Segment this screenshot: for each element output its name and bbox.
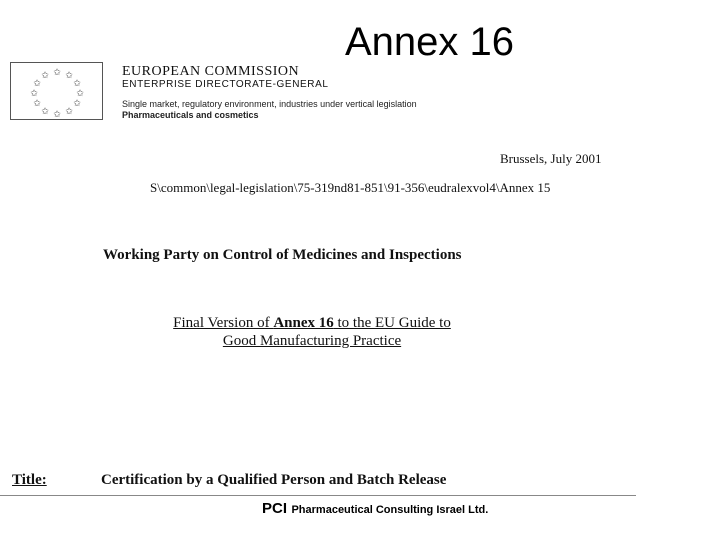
footer: [262, 500, 488, 518]
footer-brand: PCI: [262, 500, 288, 517]
footer-divider: [0, 495, 636, 496]
svg-text:✩: ✩: [53, 68, 61, 78]
document-date: Brussels, July 2001: [500, 151, 602, 166]
directorate-name: ENTERPRISE DIRECTORATE-GENERAL: [122, 79, 329, 90]
svg-text:✩: ✩: [76, 89, 84, 99]
svg-text:✩: ✩: [41, 107, 49, 117]
svg-text:✩: ✩: [33, 99, 41, 109]
title-text: Certification by a Qualified Person and Batch Release: [101, 472, 447, 488]
footer-company: Pharmaceutical Consulting Israel Ltd.: [291, 504, 489, 516]
document-heading: [150, 314, 474, 350]
svg-text:✩: ✩: [73, 99, 81, 109]
working-party-heading: Working Party on Control of Medicines and Inspections: [103, 247, 462, 263]
organization-name: EUROPEAN COMMISSION: [122, 64, 300, 79]
svg-text:✩: ✩: [65, 71, 73, 81]
letterhead: [122, 64, 462, 121]
heading-line-2: Good Manufacturing Practice: [222, 333, 402, 349]
title-label: Title:: [12, 472, 47, 488]
svg-text:✩: ✩: [73, 79, 81, 89]
svg-text:✩: ✩: [41, 71, 49, 81]
heading-line-1: Final Version of Annex 16 to the EU Guide to: [173, 315, 451, 331]
department-name: Pharmaceuticals and cosmetics: [122, 110, 259, 120]
file-path: S\common\legal-legislation\75-319nd81-851\91-356\eudralexvol4\Annex 15: [150, 180, 551, 195]
eu-logo: [10, 62, 103, 120]
svg-text:✩: ✩: [53, 110, 61, 120]
eu-stars-icon: [11, 63, 104, 121]
slide-title: Annex 16: [345, 20, 515, 64]
svg-text:✩: ✩: [33, 79, 41, 89]
units-line: Single market, regulatory environment, industries under vertical legislation: [122, 99, 417, 109]
svg-text:✩: ✩: [65, 107, 73, 117]
svg-text:✩: ✩: [30, 89, 38, 99]
